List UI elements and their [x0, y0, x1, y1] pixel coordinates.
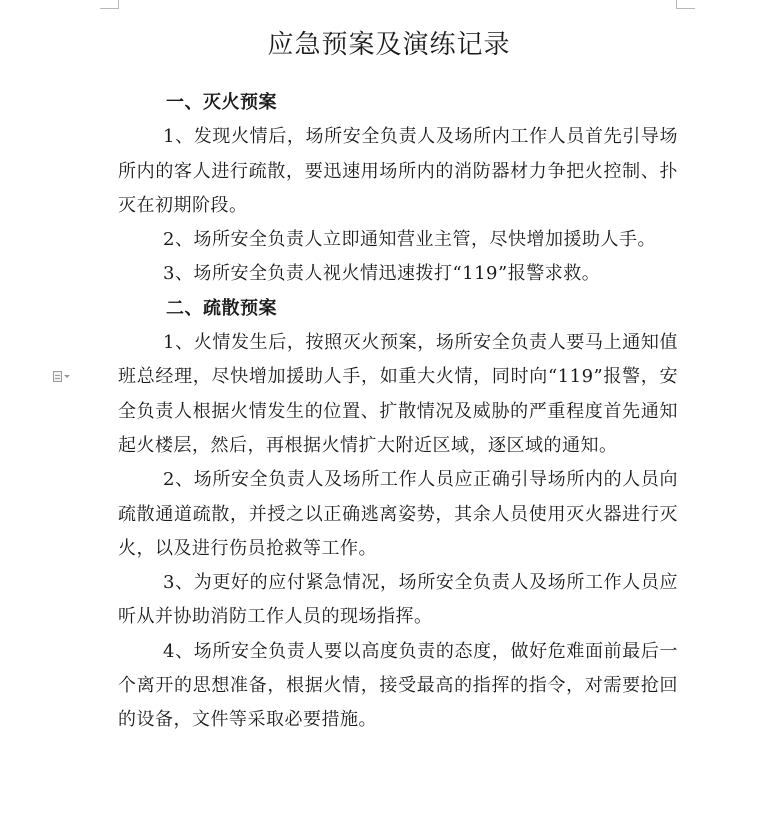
- paragraph: 1、发现火情后，场所安全负责人及场所内工作人员首先引导场所内的客人进行疏散，要迅速用场所内的消防器材力争把火控制、扑灭在初期阶段。: [118, 126, 678, 216]
- crop-mark-top-right: [676, 0, 695, 9]
- section-heading-evacuation: 二、疏散预案: [166, 297, 277, 319]
- paragraph: 2、场所安全负责人立即通知营业主管，尽快增加援助人手。: [163, 229, 656, 251]
- crop-mark-top-left: [100, 0, 119, 9]
- paragraph: 3、场所安全负责人视火情迅速拨打“119”报警求救。: [163, 263, 601, 285]
- section-heading-fire-fighting: 一、灭火预案: [166, 92, 277, 113]
- paragraph: 1、火情发生后，按照灭火预案，场所安全负责人要马上通知值班总经理，尽快增加援助人手，如重大火情，同时向“119”报警，安全负责人根据火情发生的位置、扩散情况及威胁的严重程度首先通知起火楼层，然后，再根据火情扩大附近区域，逐区域的通知。: [118, 332, 678, 456]
- document-options-icon[interactable]: [53, 369, 75, 383]
- paragraph: 3、为更好的应付紧急情况，场所安全负责人及场所工作人员应听从并协助消防工作人员的现场指挥。: [118, 572, 678, 628]
- paragraph: 4、场所安全负责人要以高度负责的态度，做好危难面前最后一个离开的思想准备，根据火情，接受最高的指挥的指令，对需要抢回的设备，文件等采取必要措施。: [118, 640, 678, 731]
- document-icon: [53, 371, 62, 382]
- document-title: 应急预案及演练记录: [267, 30, 511, 61]
- paragraph: 2、场所安全负责人及场所工作人员应正确引导场所内的人员向疏散通道疏散，并授之以正确逃离姿势，其余人员使用灭火器进行灭火，以及进行伤员抢救等工作。: [118, 469, 678, 559]
- document-body: [118, 86, 678, 738]
- caret-down-icon: [64, 375, 70, 378]
